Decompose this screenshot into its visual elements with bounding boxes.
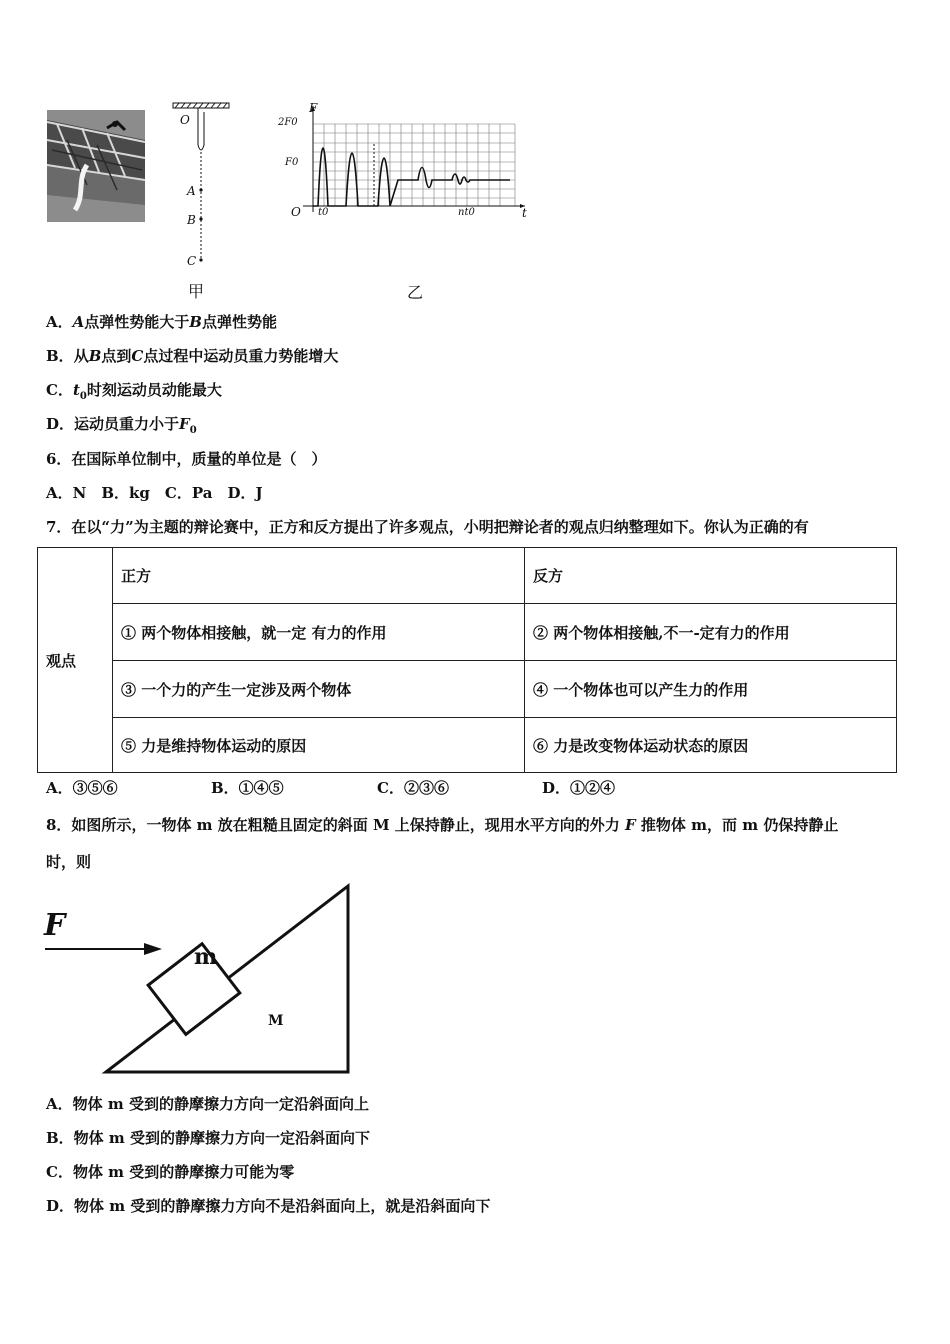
pro-viewpoint-3: ③ 一个力的产生一定涉及两个物体 (113, 661, 525, 718)
q7-debate-table (37, 547, 897, 773)
incline-figure (40, 880, 360, 1080)
caption-yi: 乙 (407, 283, 424, 302)
con-viewpoint-6: ⑥ 力是改变物体运动状态的原因 (525, 718, 897, 773)
figure-jia (165, 100, 235, 275)
q5-option-b: B．从B点到C点过程中运动员重力势能增大 (46, 347, 339, 365)
yi-tick-2F0: 2F0 (278, 117, 298, 128)
q8-stem-line1: 8．如图所示，一物体 m 放在粗糙且固定的斜面 M 上保持静止，现用水平方向的外力 F 推物体 m，而 m 仍保持静止 (46, 816, 839, 834)
force-label-F: F (44, 908, 66, 943)
row-header-viewpoint: 观点 (38, 548, 113, 773)
q5-option-d: D．运动员重力小于$F_0$ (46, 415, 197, 436)
incline-label-M: M (268, 1013, 284, 1029)
q8-option-a: A．物体 m 受到的静摩擦力方向一定沿斜面向上 (46, 1095, 369, 1113)
q7-option-a: A．③⑤⑥ (46, 779, 118, 797)
label-A: A (187, 184, 196, 198)
yi-tick-nt0: nt0 (458, 207, 475, 218)
q7-option-c: C．②③⑥ (377, 779, 449, 797)
label-C: C (187, 254, 197, 268)
pro-viewpoint-1: ① 两个物体相接触，就一定 有力的作用 (113, 604, 525, 661)
con-viewpoint-2: ② 两个物体相接触,不一-定有力的作用 (525, 604, 897, 661)
q7-option-b: B．①④⑤ (211, 779, 284, 797)
q8-option-d: D．物体 m 受到的静摩擦力方向不是沿斜面向上，就是沿斜面向下 (46, 1197, 491, 1215)
yi-tick-F0: F0 (285, 157, 299, 168)
q6-options: A．N B．kg C．Pa D．J (46, 484, 263, 502)
yi-x-axis-label: t (522, 206, 527, 220)
caption-jia: 甲 (188, 282, 205, 301)
q6-stem: 6．在国际单位制中，质量的单位是（ ） (46, 450, 327, 468)
q8-stem-line2: 时，则 (46, 853, 92, 871)
pro-viewpoint-5: ⑤ 力是维持物体运动的原因 (113, 718, 525, 773)
yi-y-axis-label: F (309, 101, 318, 115)
col-header-con: 反方 (525, 548, 897, 604)
yi-origin-label: O (291, 205, 301, 219)
q8-option-c: C．物体 m 受到的静摩擦力可能为零 (46, 1163, 295, 1181)
athlete-photo (47, 110, 145, 222)
q7-option-d: D．①②④ (542, 779, 616, 797)
q5-option-c: C．$t_0$时刻运动员动能最大 (46, 381, 222, 402)
q8-option-b: B．物体 m 受到的静摩擦力方向一定沿斜面向下 (46, 1129, 370, 1147)
block-label-m: m (194, 944, 218, 970)
label-B: B (187, 213, 196, 227)
q7-stem: 7．在以“力”为主题的辩论赛中，正方和反方提出了许多观点，小明把辩论者的观点归纳整理如下。你认为正确的有 (46, 518, 809, 536)
figure-yi-graph (270, 100, 530, 220)
q5-option-a: A．A点弹性势能大于B点弹性势能 (46, 313, 277, 331)
col-header-pro: 正方 (113, 548, 525, 604)
label-O: O (180, 113, 190, 127)
yi-tick-t0: t0 (318, 207, 329, 218)
con-viewpoint-4: ④ 一个物体也可以产生力的作用 (525, 661, 897, 718)
